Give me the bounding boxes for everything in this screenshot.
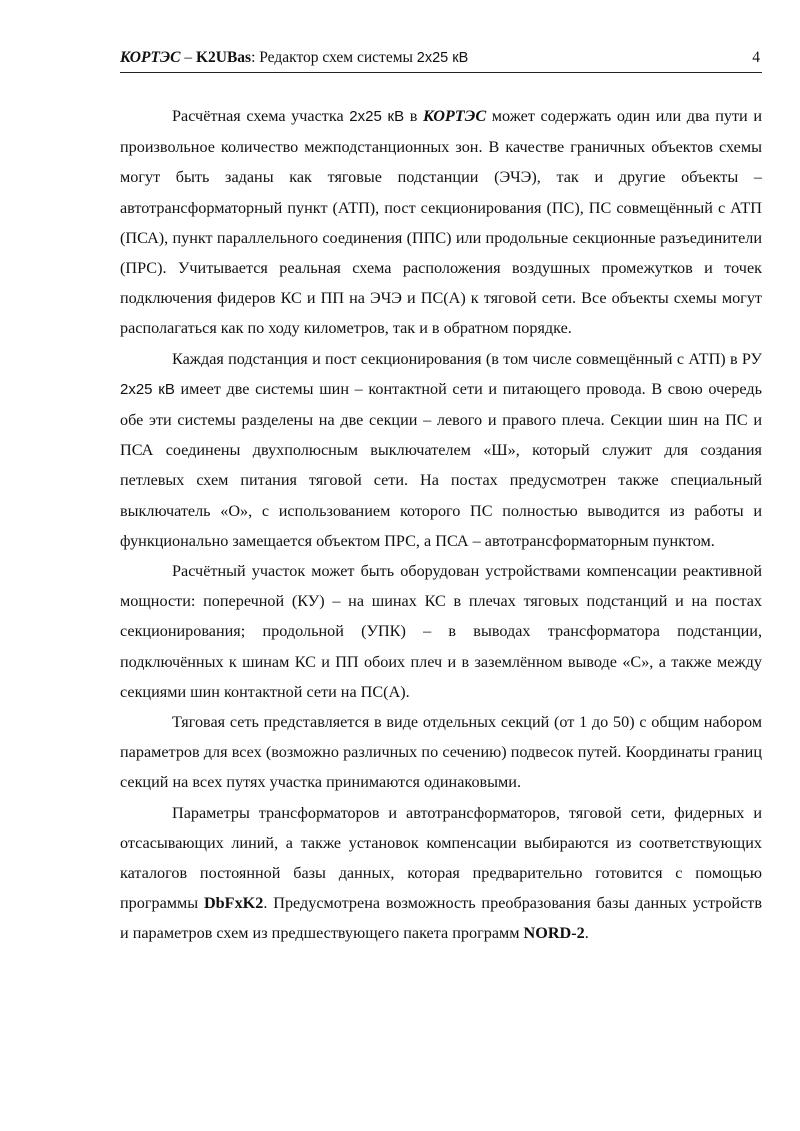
paragraph-2: [120, 344, 762, 556]
paragraph-1-product-name: КОРТЭС: [423, 107, 487, 125]
paragraph-1-voltage: 2х25 кВ: [349, 108, 405, 125]
paragraph-5-text-b: . Предусмотрена возможность преобразования базы данных устройств и параметров схем из предшествующего пакета программ: [120, 894, 762, 943]
paragraph-2-text-a: Каждая подстанция и пост секционирования (в том числе совмещённый с АТП) в РУ: [172, 349, 762, 368]
paragraph-5-text-c: .: [584, 924, 589, 943]
paragraph-1-text-c: может содержать один или два пути и произвольное количество межподстанционных зон. В качестве граничных объектов схемы могут быть заданы как тяговые подстанции (ЭЧЭ), так и другие объекты – автотрансформаторный пункт (АТП), пост секционирования (ПС), ПС совмещённый с АТП (ПСА), пункт параллельного соединения (ППС) или продольные секционные разъединители (ПРС). Учитывается реальная схема расположения воздушных промежутков и точек подключения фидеров КС и ПП на ЭЧЭ и ПС(А) к тяговой сети. Все объекты схемы могут располагаться как по ходу километров, так и в обратном порядке.: [120, 107, 762, 338]
paragraph-1-text-a: Расчётная схема участка: [172, 107, 350, 125]
paragraph-1-text-b: в: [404, 107, 423, 125]
program-name-dbfxk2: DbFxK2: [203, 894, 264, 913]
paragraph-5-text-a: Параметры трансформаторов и автотрансформаторов, тяговой сети, фидерных и отсасывающих линий, а также установок компенсации выбираются из соответствующих каталогов постоянной базы данных, которая предварительно готовится с помощью программы: [120, 803, 762, 913]
header-title-prefix: : Редактор схем системы: [251, 49, 417, 66]
paragraph-4: Тяговая сеть представляется в виде отдельных секций (от 1 до 50) с общим набором параметров для всех (возможно различных по сечению) подвесок путей. Координаты границ секций на всех путях участка принимаются одинаковыми.: [120, 713, 762, 792]
document-body: [120, 101, 762, 949]
header-dash: –: [180, 49, 196, 66]
paragraph-1: [120, 101, 762, 344]
product-name: КОРТЭС: [120, 49, 181, 66]
program-name-nord2: NORD-2: [523, 924, 585, 943]
module-name: K2UBas: [195, 49, 252, 66]
paragraph-3: Расчётный участок может быть оборудован устройствами компенсации реактивной мощности: поперечной (КУ) – на шинах КС в плечах тяговых подстанций и на постах секционирования; продольной (УПК) – в выводах трансформатора подстанции, подключённых к шинам КС и ПП обоих плеч и в заземлённом выводе «С», а также между секциями шин контактной сети на ПС(А).: [120, 562, 762, 701]
header-title: [120, 48, 468, 68]
page-number: 4: [752, 49, 760, 66]
header-title-voltage: 2х25 кВ: [416, 50, 469, 66]
paragraph-2-voltage: 2х25 кВ: [120, 380, 175, 398]
paragraph-5: [120, 798, 762, 949]
page-header: [120, 48, 762, 73]
paragraph-2-text-b: имеет две системы шин – контактной сети и питающего провода. В свою очередь обе эти системы разделены на две секции – левого и правого плеча. Секции шин на ПС и ПСА соединены двухполюсным выключателем «Ш», который служит для создания петлевых схем питания тяговой сети. На постах предусмотрен также специальный выключатель «О», с использованием которого ПС полностью выводится из работы и функционально замещается объектом ПРС, а ПСА – автотрансформаторным пунктом.: [120, 379, 763, 550]
